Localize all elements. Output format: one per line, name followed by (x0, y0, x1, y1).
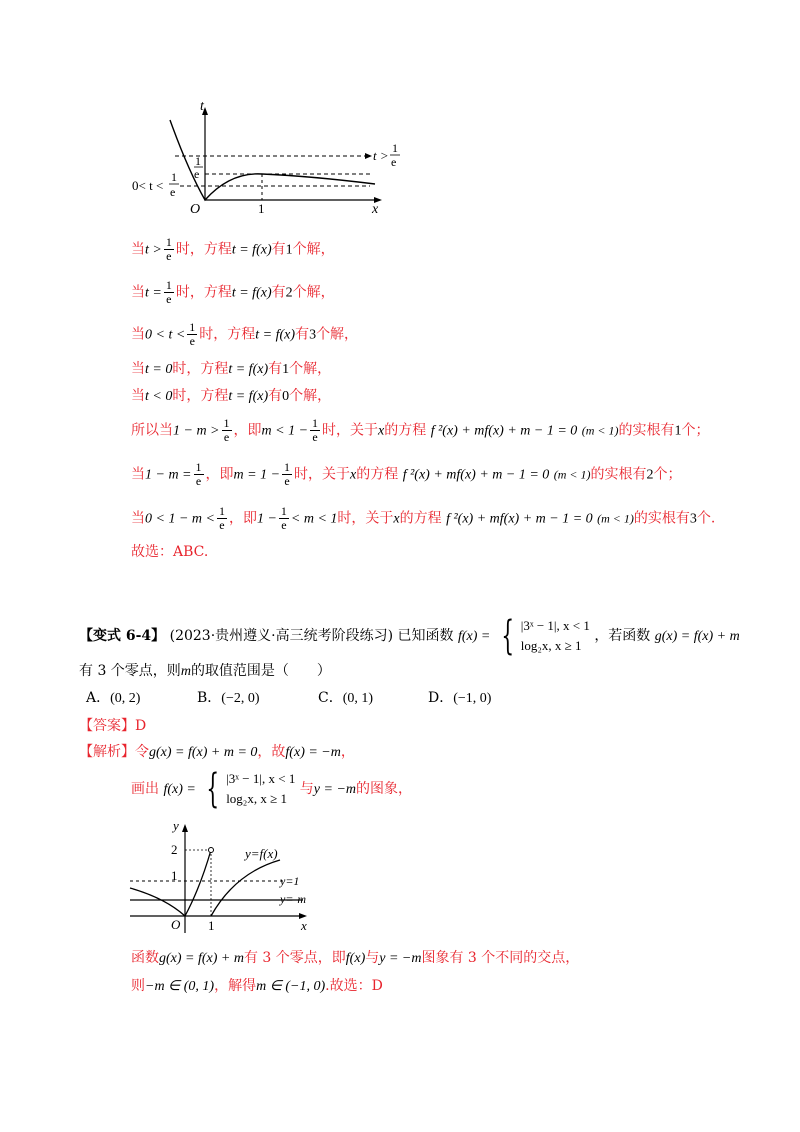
case-row-2: 当t = $\frac{1}{e}$ 时，方程t = f(x)有2个解， (131, 278, 335, 306)
label-1e-num: 1 (195, 154, 201, 168)
problem-statement-line2: 有 3 个零点，则m的取值范围是（ ） (79, 663, 331, 679)
label-right-prefix: t > (373, 148, 389, 163)
problem-source: (2023·贵州遵义·高三统考阶段练习) 已知函数 (169, 628, 454, 644)
label-1e-den: e (194, 167, 200, 181)
analysis-line4: 则−m ∈ (0, 1)，解得m ∈ (−1, 0).故选：D (131, 978, 383, 994)
case-row-5: 当t < 0时，方程t = f(x)有0个解， (131, 388, 332, 404)
option-a[interactable]: A．(0, 2) (86, 690, 141, 706)
open-point (209, 848, 214, 853)
analysis-label: 【解析】 (79, 744, 135, 760)
answer-line (79, 715, 146, 735)
curve-right (211, 860, 280, 916)
label-t: t (200, 100, 204, 114)
analysis-line2: 画出 f(x) = { |3ˣ − 1|, x < 1 log₂x, x ≥ 1 与y = −m的图象， (131, 766, 412, 812)
answer-label: 【答案】 (79, 718, 135, 734)
conclusion-row-1: 所以当1 − m > $\frac{1}{e}$ ，即m < 1 − $\frac{1}{e}$ 时，关于x的方程 f ²(x) + mf(x) + m − 1 = 0 (m < 1)的实根有1个； (131, 416, 710, 444)
label-origin: O (190, 202, 201, 215)
tick-1x: 1 (208, 918, 215, 933)
case-row-4: 当t = 0时，方程t = f(x)有1个解， (131, 361, 332, 377)
answer-choice-abc: 故选：ABC. (131, 544, 209, 560)
label-x: x (372, 202, 379, 215)
conclusion-row-2: 当1 − m = $\frac{1}{e}$ ，即m = 1 − $\frac{1}{e}$ 时，关于x的方程 f ²(x) + mf(x) + m − 1 = 0 (m < 1)的实根有2个； (131, 460, 682, 488)
label-left-prefix: 0< t < (132, 178, 164, 193)
option-b[interactable]: B．(−2, 0) (197, 690, 260, 706)
tick-1y: 1 (171, 868, 178, 883)
label-left-den: e (170, 185, 176, 199)
analysis-line3: 函数g(x) = f(x) + m有 3 个零点，即f(x)与y = −m图象有 3 个不同的交点， (131, 950, 580, 966)
tick-2: 2 (171, 842, 178, 857)
problem-statement-line1: 【变式 6-4】 (2023·贵州遵义·高三统考阶段练习) 已知函数 f(x) = { |3ˣ − 1|, x < 1 log₂x, x ≥ 1 ，若函数 g(x) = f(x) + m (79, 613, 740, 659)
tick-1: 1 (258, 201, 265, 215)
label-y-1: y=1 (280, 874, 300, 888)
label-right-num: 1 (392, 141, 398, 155)
label-y-fx: y=f(x) (245, 846, 278, 861)
graph-f-and-minus-m (125, 818, 325, 938)
label-y: y (173, 818, 179, 833)
graph-t-vs-x (130, 100, 410, 215)
label-left-num: 1 (171, 170, 177, 184)
label-origin2: O (171, 917, 181, 932)
label-right-den: e (391, 155, 397, 169)
label-y-minus-m: y=-m (280, 892, 307, 906)
label-x2: x (301, 918, 307, 933)
curve-left (130, 850, 211, 916)
option-d[interactable]: D．(−1, 0) (428, 690, 492, 706)
answer-value: D (135, 718, 147, 734)
option-c[interactable]: C．(0, 1) (318, 690, 374, 706)
case-row-1: 当t > $\frac{1}{e}$ 时，方程t = f(x)有1个解， (131, 235, 335, 263)
analysis-line1: 【解析】令g(x) = f(x) + m = 0，故f(x) = −m， (79, 744, 355, 760)
case-row-3: 当0 < t < $\frac{1}{e}$ 时，方程t = f(x)有3个解， (131, 320, 359, 348)
conclusion-row-3: 当0 < 1 − m < $\frac{1}{e}$ ，即1 − $\frac{1}{e}$ < m < 1时，关于x的方程 f ²(x) + mf(x) + m − 1 = 0 (m < 1)的实根有3个. (131, 504, 716, 532)
problem-label: 【变式 6-4】 (79, 628, 166, 644)
